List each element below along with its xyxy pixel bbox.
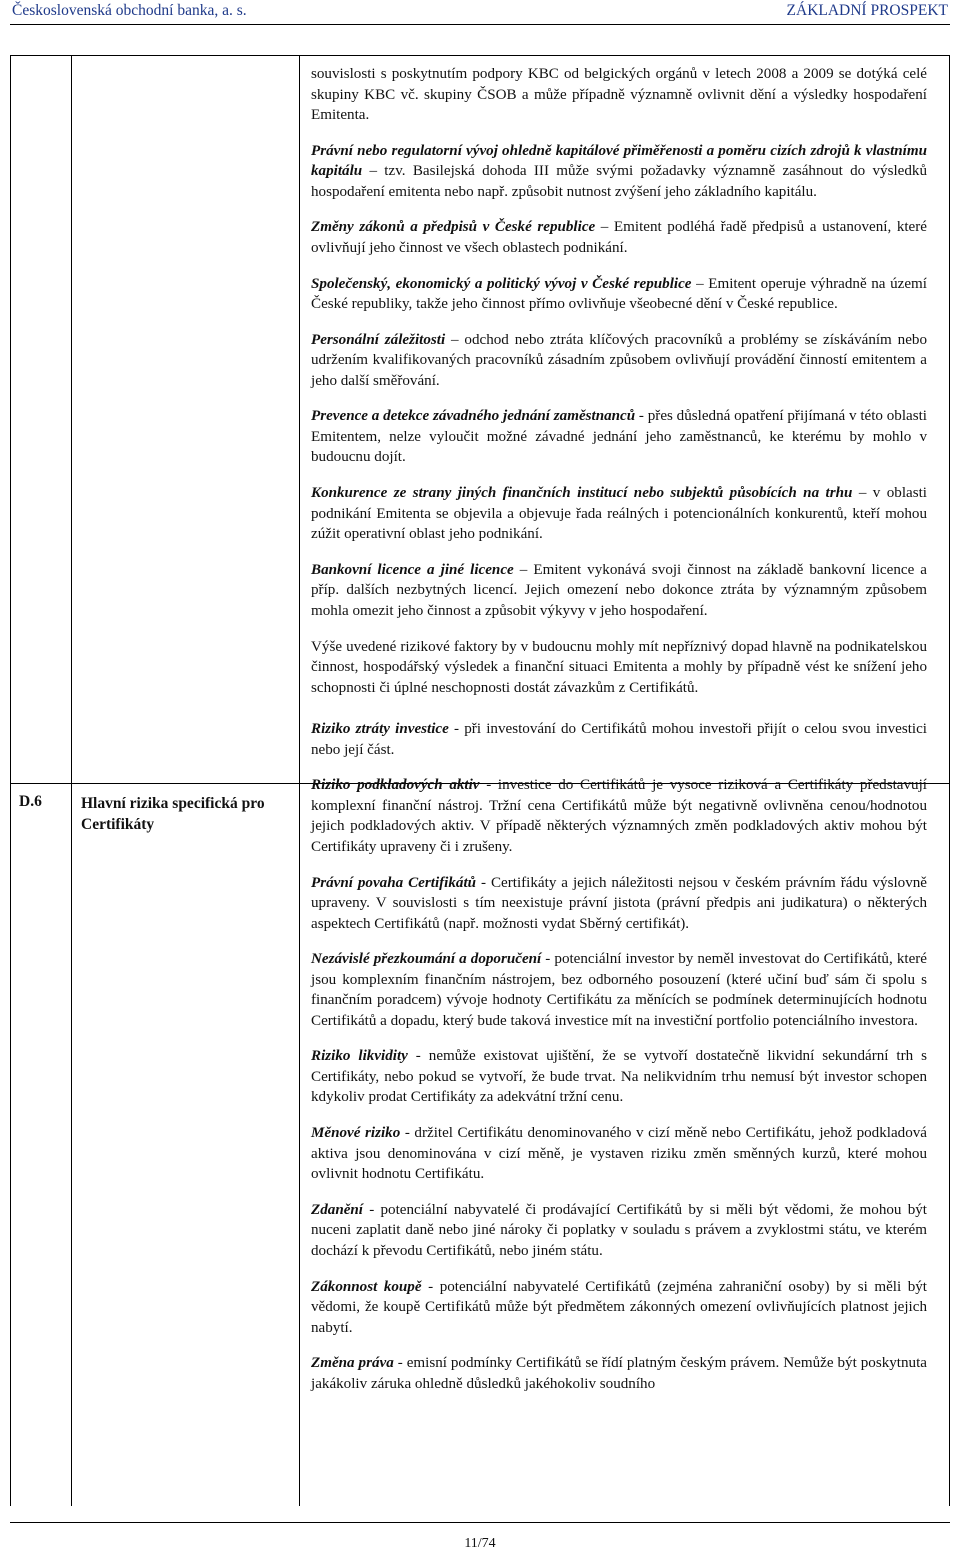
risk-heading: Společenský, ekonomický a politický vývoj v České republice: [311, 275, 692, 292]
risk-text: – tzv. Basilejská dohoda III může svými požadavky významně zasáhnout do výsledků hospodaření emitenta nebo např. způsobit nutnost zvýšení jeho základního kapitálu.: [311, 163, 927, 200]
risk-heading: Změny zákonů a předpisů v České republice: [311, 219, 596, 236]
risk-text: - držitel Certifikátu denominovaného v cizí měně nebo Certifikátu, jehož podkladová aktiva jsou denominována v cizí měně, je vystaven riziku změn směnných kurzů, které mohou ovlivnit hodnotu Certifikátu.: [311, 1125, 927, 1183]
risk-text: – v oblasti podnikání Emitenta se objevila a objevuje řada reálných i potencionálních konkurentů, kteří mohou zúžit operativní oblast jeho podnikání.: [311, 485, 927, 543]
document-title: ZÁKLADNÍ PROSPEKT: [786, 2, 948, 19]
header-rule: [10, 24, 950, 25]
column-divider-2: [299, 55, 300, 1506]
risk-heading: Riziko podkladových aktiv: [311, 777, 480, 794]
risk-heading: Personální záležitosti: [311, 331, 446, 348]
risk-text: Výše uvedené rizikové faktory by v budoucnu mohly mít nepříznivý dopad hlavně na podnikatelskou činnost, hospodářský výsledek a finanční situaci Emitenta a mohly by případně vést ke snížení jeho schopnosti či úplné neschopnosti dostát závazkům z Certifikátů.: [311, 638, 927, 696]
risk-paragraph: [311, 873, 927, 935]
risk-text: – Emitent operuje výhradně na území České republiky, takže jeho činnost přímo ovlivňuje všeobecné dění v České republice.: [311, 275, 927, 313]
column-divider-1: [71, 55, 72, 1506]
risk-paragraph: [311, 560, 927, 622]
section-title: Hlavní rizika specifická pro Certifikáty: [81, 795, 265, 833]
risk-text: - přes důsledná opatření přijímaná v této oblasti Emitentem, nelze vyloučit možné závadné jednání jeho zaměstnanců, ke kterému by mohlo v budoucnu dojít.: [311, 408, 927, 466]
risk-text: – Emitent vykonává svoji činnost na základě bankovní licence a příp. dalších nezbytných licencí. Jejich omezení nebo dokonce ztráta by významným způsobem mohla omezit jeho činnost a způsobit výkyvy v jeho hospodaření.: [311, 561, 928, 619]
section-id: D.6: [19, 793, 42, 810]
risk-heading: Bankovní licence a jiné licence: [311, 561, 514, 578]
risk-text: - emisní podmínky Certifikátů se řídí platným českým právem. Nemůže být poskytnuta jakákoliv záruka ohledně důsledků jakéhokoliv soudního: [311, 1355, 927, 1392]
page-header: [10, 0, 950, 24]
risk-paragraph: [311, 949, 927, 1031]
risk-paragraph: [311, 64, 927, 126]
risk-paragraph: [311, 1123, 927, 1185]
risk-paragraph: [311, 637, 927, 699]
risk-paragraph: [311, 217, 927, 258]
risk-text: - nemůže existovat ujištění, že se vytvoří dostatečně likvidní sekundární trh s Certifikáty, nebo pokud se vytvoří, že bude trvat. Na nelikvidním trhu nemusí být investor schopen kdykoliv prodat Certifikáty za adekvátní tržní cenu.: [311, 1048, 927, 1106]
risk-text: - investice do Certifikátů je vysoce riziková a Certifikáty představují komplexní finanční nástroj. Tržní cena Certifikátů může být negativně ovlivněna cenou/hodnotou jejich podkladových aktiv. V případě některých významných změn podkladových aktiv mohou být Certifikáty upraveny či i zrušeny.: [311, 777, 927, 855]
risk-heading: Změna práva: [311, 1355, 394, 1372]
risk-paragraph: [311, 1200, 927, 1262]
risk-paragraph: [311, 406, 927, 468]
risk-heading: Prevence a detekce závadného jednání zaměstnanců: [311, 408, 636, 425]
risk-text: - potenciální investor by neměl investovat do Certifikátů, které jsou komplexním finančním nástrojem, bez odborného posouzení (které učiní buď sám či spolu s finančním poradcem) vývoje hodnoty Certifikátu za měnících se podmínek determinujících hodnotu Certifikátů a dopadu, který bude taková investice mít na investiční portfolio potenciálního investora.: [311, 951, 927, 1029]
footer-rule: [10, 1522, 950, 1523]
risk-text: souvislosti s poskytnutím podpory KBC od belgických orgánů v letech 2008 a 2009 se dotýká celé skupiny KBC vč. skupiny ČSOB a může případně významně ovlivnit dění a výsledky hospodaření Emitenta.: [311, 66, 927, 123]
risk-text: - Certifikáty a jejich náležitosti nejsou v českém právním řádu výslovně upraveny. V souvislosti s tím neexistuje právní jistota (právní předpis ani judikatura) o některých aspektech Certifikátů (např. možnosti vydat Sběrný certifikát).: [311, 874, 928, 932]
risk-paragraph: [311, 483, 927, 545]
risk-heading: Zákonnost koupě: [311, 1278, 422, 1295]
issuer-name: Československá obchodní banka, a. s.: [12, 2, 247, 19]
risk-paragraph: [311, 1277, 927, 1339]
risk-heading: Právní povaha Certifikátů: [311, 874, 477, 891]
risk-paragraph: [311, 274, 927, 315]
risk-paragraph: [311, 141, 927, 203]
summary-table: [10, 55, 950, 1506]
risk-text: - potenciální nabyvatelé či prodávající Certifikátů by si měli být vědomi, že mohou být nuceni zaplatit daně nebo jiné nároky či poplatky v souladu s právem a zvyklostmi státu, ve kterém dochází k převodu Certifikátů, nebo jiném státu.: [311, 1201, 927, 1259]
risk-paragraph: [311, 1046, 927, 1108]
risk-heading: Zdanění: [311, 1201, 363, 1218]
risk-paragraph: [311, 775, 927, 857]
risk-heading: Měnové riziko: [311, 1125, 401, 1142]
risk-heading: Riziko ztráty investice: [311, 721, 449, 738]
risk-text: – Emitent podléhá řadě předpisů a ustanovení, které ovlivňují jeho činnost ve všech oblastech podnikání.: [311, 219, 927, 256]
risk-text: - potenciální nabyvatelé Certifikátů (zejména zahraniční osoby) by si měli být vědomi, že koupě Certifikátů může být předmětem zákonných omezení ovlivňujících platnost jejich nabytí.: [311, 1278, 927, 1336]
risk-heading: Konkurence ze strany jiných finančních institucí nebo subjektů působících na trhu: [311, 485, 853, 502]
risk-text: - při investování do Certifikátů mohou investoři přijít o celou svou investici nebo její část.: [311, 721, 927, 758]
table-top-border: [11, 55, 949, 56]
risk-paragraph: [311, 330, 927, 392]
risk-heading: Právní nebo regulatorní vývoj ohledně kapitálové přiměřenosti a poměru cizích zdrojů k vlastnímu kapitálu: [311, 142, 927, 180]
page-number: 11/74: [464, 1536, 496, 1551]
risk-heading: Riziko likvidity: [311, 1048, 408, 1065]
risk-heading: Nezávislé přezkoumání a doporučení: [311, 951, 542, 968]
risk-paragraph: [311, 719, 927, 760]
risk-content: [311, 64, 927, 1409]
risk-paragraph: [311, 1353, 927, 1394]
risk-text: – odchod nebo ztráta klíčových pracovníků a problémy se získáváním nebo udržením kvalifikovaných pracovníků zásadním způsobem ovlivňují provádění činností emitentem a jeho další směřování.: [311, 331, 927, 389]
